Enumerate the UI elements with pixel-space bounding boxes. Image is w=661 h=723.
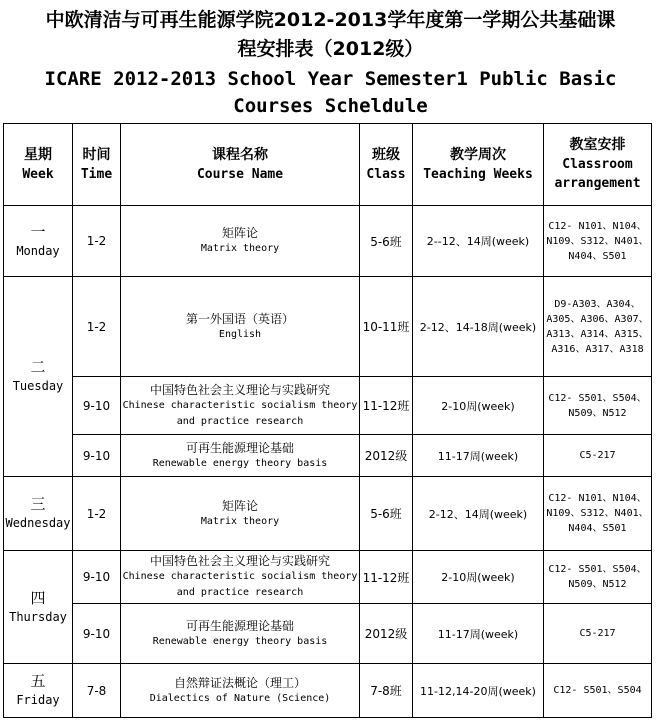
class-cell: 11-12班: [360, 551, 413, 604]
classroom-cell: C12- N101、N104、N109、S312、N401、N404、S501: [544, 206, 652, 277]
time-cell: 9-10: [73, 435, 121, 477]
day-cell-wednesday: [4, 477, 73, 551]
course-name-zh: 中国特色社会主义理论与实践研究: [149, 382, 330, 397]
weeks-cell: 2-10周(week): [413, 551, 544, 604]
weeks-cell: 2--12、14周(week): [413, 206, 544, 277]
title-en-line-1: ICARE 2012-2013 School Year Semester1 Public Basic: [44, 68, 617, 90]
header-time-zh: 时间: [82, 146, 111, 163]
course-name-zh: 矩阵论: [221, 226, 258, 240]
classroom-cell: D9-A303、A304、A305、A306、A307、A313、A314、A315、A316、A317、A318: [544, 277, 652, 377]
course-name-en: Renewable energy theory basis: [152, 457, 328, 469]
weeks-cell: 11-17周(week): [413, 604, 544, 664]
header-classroom-zh: 教室安排: [569, 137, 626, 153]
class-cell: 2012级: [360, 435, 413, 477]
weeks-cell: 11-12,14-20周(week): [413, 664, 544, 718]
day-en: Monday: [16, 243, 60, 258]
header-classroom-en-2: arrangement: [554, 176, 641, 191]
classroom-cell: C12- S501、S504: [544, 664, 652, 718]
weeks-cell: 2-10周(week): [413, 377, 544, 435]
classroom-cell: C12- N101、N104、N109、S312、N401、N404、S501: [544, 477, 652, 551]
header-class-en: Class: [366, 166, 406, 182]
day-en: Tuesday: [12, 379, 64, 393]
table-row: [4, 206, 652, 277]
header-week-zh: 星期: [24, 146, 52, 163]
day-zh: 二: [30, 358, 46, 376]
day-zh: 三: [30, 495, 46, 513]
time-cell: 9-10: [73, 604, 121, 664]
header-classroom: [544, 124, 652, 206]
header-time: [73, 124, 121, 206]
classroom-cell: C12- S501、S504、N509、N512: [544, 377, 652, 435]
header-row: [4, 124, 652, 206]
course-name-en: Dialectics of Nature (Science): [149, 692, 331, 704]
class-cell: 5-6班: [360, 477, 413, 551]
table-row: [4, 377, 652, 435]
day-en: Wednesday: [5, 516, 71, 530]
day-cell-friday: [4, 664, 73, 718]
document-title: [0, 0, 661, 122]
header-week-en: Week: [22, 166, 54, 182]
time-cell: 1-2: [73, 206, 121, 277]
time-cell: 9-10: [73, 377, 121, 435]
course-name-zh: 第一外国语（英语）: [185, 311, 294, 326]
table-row: [4, 551, 652, 604]
course-cell: [121, 477, 360, 551]
day-zh: 五: [30, 672, 46, 690]
class-cell: 11-12班: [360, 377, 413, 435]
header-classroom-en-1: Classroom: [562, 157, 633, 172]
classroom-cell: C12- S501、S504、N509、N512: [544, 551, 652, 604]
table-row: [4, 664, 652, 718]
title-zh-line-2: 程安排表（2012级）: [237, 38, 424, 60]
header-teaching-weeks-zh: 教学周次: [450, 146, 506, 163]
course-name-en: Matrix theory: [200, 243, 280, 254]
table-row: [4, 435, 652, 477]
table-row: [4, 277, 652, 377]
table-row: [4, 477, 652, 551]
weeks-cell: 2-12、14-18周(week): [413, 277, 544, 377]
weeks-cell: 2-12、14周(week): [413, 477, 544, 551]
course-name-en: Matrix theory: [200, 515, 280, 527]
header-time-en: Time: [80, 166, 113, 182]
title-en-line-2: Courses Scheldule: [233, 95, 428, 117]
day-cell-tuesday: [4, 277, 73, 477]
header-teaching-weeks-en: Teaching Weeks: [423, 166, 533, 182]
header-course-en: Course Name: [196, 166, 284, 182]
header-course: [121, 124, 360, 206]
class-cell: 2012级: [360, 604, 413, 664]
day-en: Friday: [16, 693, 60, 707]
course-name-zh: 中国特色社会主义理论与实践研究: [149, 554, 330, 568]
class-cell: 10-11班: [360, 277, 413, 377]
table-row: [4, 604, 652, 664]
time-cell: 1-2: [73, 477, 121, 551]
day-zh: 四: [30, 588, 46, 607]
header-class-zh: 班级: [372, 146, 400, 163]
header-week: [4, 124, 73, 206]
course-name-zh: 矩阵论: [221, 498, 258, 513]
course-name-en: Renewable energy theory basis: [152, 635, 328, 647]
course-name-zh: 可再生能源理论基础: [185, 440, 294, 455]
day-cell-monday: [4, 206, 73, 277]
schedule-table: [3, 123, 652, 718]
time-cell: 9-10: [73, 551, 121, 604]
course-cell: [121, 206, 360, 277]
header-course-zh: 课程名称: [212, 146, 268, 163]
day-zh: 一: [30, 222, 46, 241]
course-cell: [121, 377, 360, 435]
course-cell: [121, 604, 360, 664]
course-cell: [121, 435, 360, 477]
course-cell: [121, 664, 360, 718]
course-name-en: Chinese characteristic socialism theory and practice research: [122, 399, 358, 427]
course-cell: [121, 277, 360, 377]
course-name-zh: 自然辩证法概论（理工）: [173, 675, 306, 690]
header-class: [360, 124, 413, 206]
course-name-en: English: [218, 328, 262, 340]
class-cell: 5-6班: [360, 206, 413, 277]
course-name-en: Chinese characteristic socialism theory and practice research: [122, 571, 358, 598]
course-cell: [121, 551, 360, 604]
classroom-cell: C5-217: [544, 435, 652, 477]
title-zh-line-1: 中欧清洁与可再生能源学院2012-2013学年度第一学期公共基础课: [45, 9, 616, 31]
time-cell: 7-8: [73, 664, 121, 718]
day-en: Thursday: [9, 609, 67, 624]
day-cell-thursday: [4, 551, 73, 664]
weeks-cell: 11-17周(week): [413, 435, 544, 477]
time-cell: 1-2: [73, 277, 121, 377]
classroom-cell: C5-217: [544, 604, 652, 664]
header-teaching-weeks: [413, 124, 544, 206]
course-name-zh: 可再生能源理论基础: [185, 618, 294, 633]
class-cell: 7-8班: [360, 664, 413, 718]
